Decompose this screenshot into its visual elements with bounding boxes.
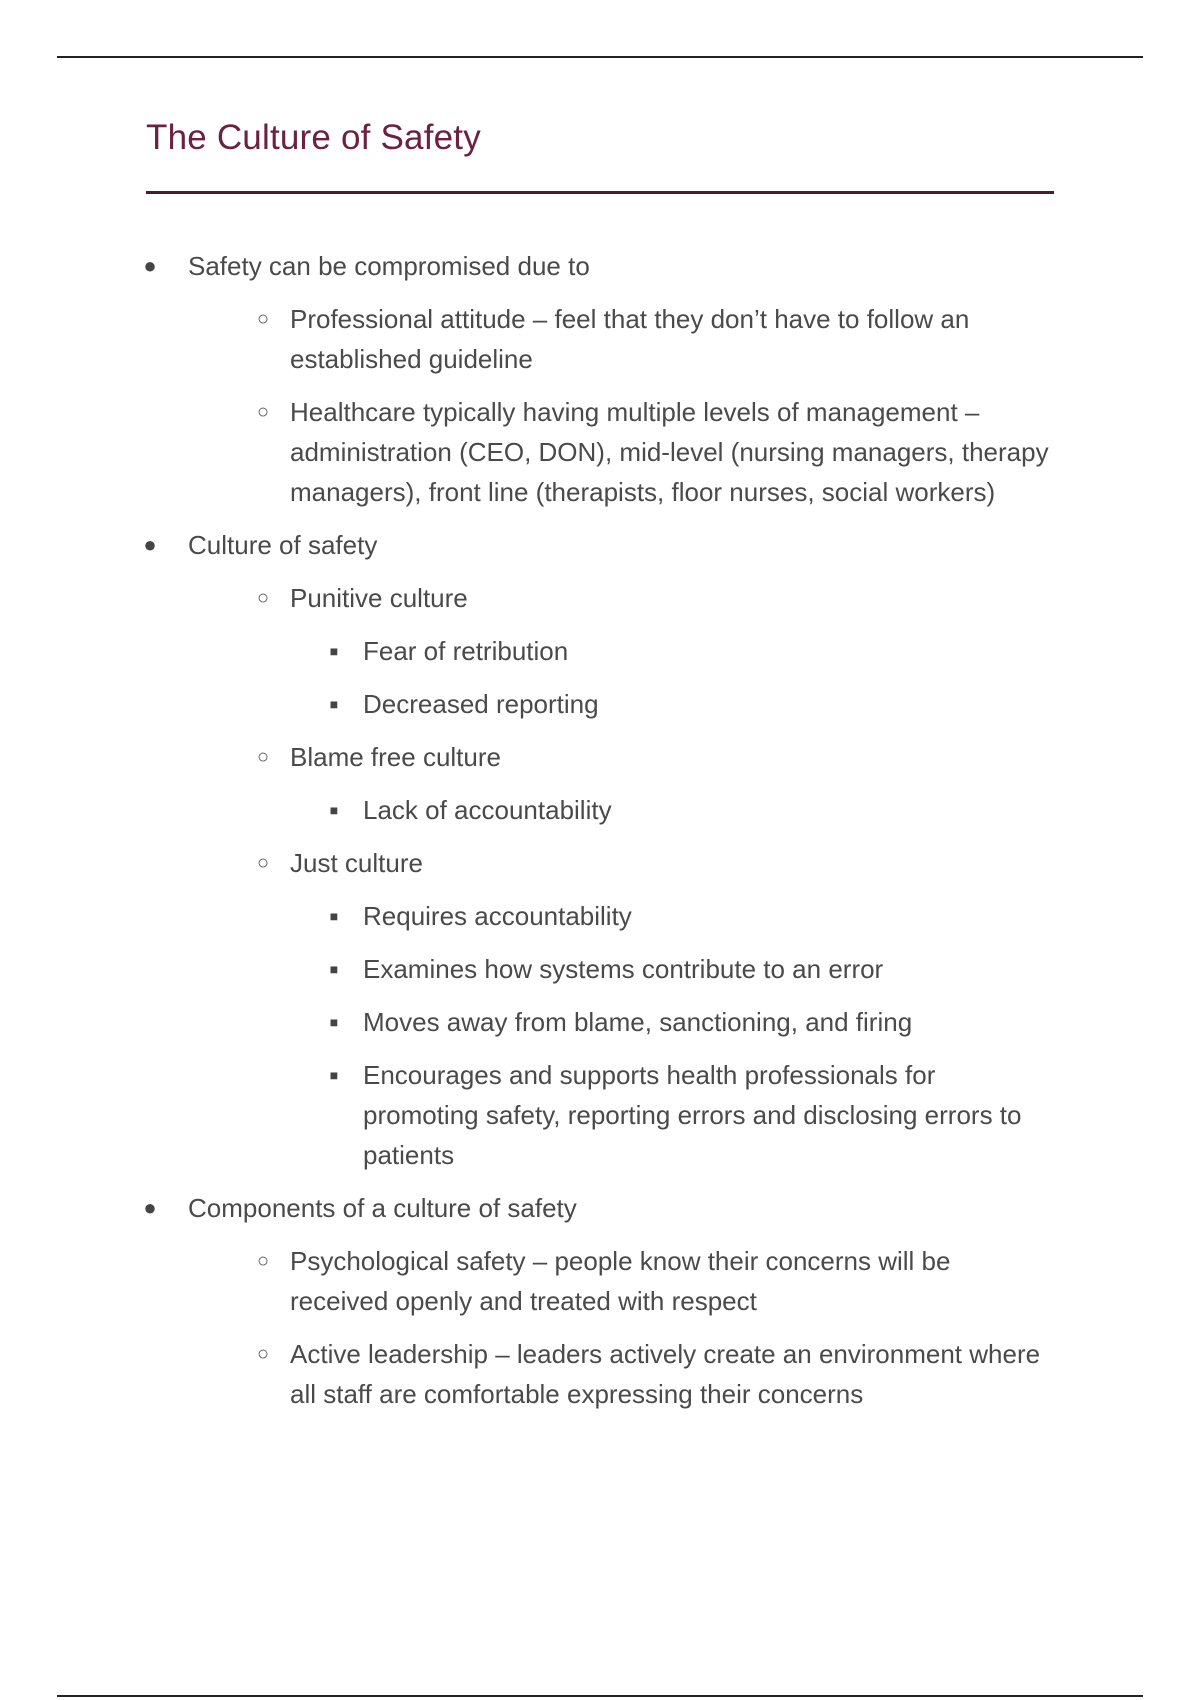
list-item (0, 631, 1200, 671)
list-item (0, 578, 1200, 618)
list-item (0, 1188, 1200, 1228)
square-bullet-icon: ■ (329, 696, 339, 712)
list-item (0, 684, 1200, 724)
list-item-text: Blame free culture (290, 742, 501, 772)
list-item (0, 1055, 1200, 1175)
list-item-text: Professional attitude – feel that they don’t have to follow an established guideline (290, 304, 970, 374)
list-item (0, 790, 1200, 830)
list-item-text: Punitive culture (290, 583, 468, 613)
list-item-text: Psychological safety – people know their concerns will be received openly and treated with respect (290, 1246, 951, 1316)
disc-bullet-icon: ● (143, 532, 157, 557)
square-bullet-icon: ■ (329, 643, 339, 659)
list-item-text: Active leadership – leaders actively create an environment where all staff are comfortable expressing their concerns (290, 1339, 1041, 1409)
list-item (0, 949, 1200, 989)
list-item (0, 843, 1200, 883)
page-footer-rule (57, 1695, 1143, 1697)
list-item-text: Encourages and supports health professionals for promoting safety, reporting errors and disclosing errors to patients (363, 1060, 1022, 1170)
list-item (0, 1241, 1200, 1321)
list-item-text: Healthcare typically having multiple levels of management – administration (CEO, DON), mid-level (nursing managers, therapy managers), front line (therapists, floor nurses, social workers) (290, 397, 1049, 507)
list-item-text: Components of a culture of safety (188, 1193, 577, 1223)
list-item (0, 392, 1200, 512)
list-item (0, 299, 1200, 379)
circle-bullet-icon: ○ (256, 401, 270, 423)
circle-bullet-icon: ○ (256, 1343, 270, 1365)
square-bullet-icon: ■ (329, 908, 339, 924)
list-item (0, 246, 1200, 286)
list-item (0, 1334, 1200, 1414)
disc-bullet-icon: ● (143, 1195, 157, 1220)
list-item-text: Decreased reporting (363, 689, 599, 719)
page-header-rule (57, 56, 1143, 58)
square-bullet-icon: ■ (329, 1014, 339, 1030)
list-item-text: Culture of safety (188, 530, 378, 560)
list-item-text: Just culture (290, 848, 423, 878)
title-underline (146, 191, 1054, 194)
list-item-text: Lack of accountability (363, 795, 612, 825)
list-item-text: Requires accountability (363, 901, 632, 931)
circle-bullet-icon: ○ (256, 587, 270, 609)
square-bullet-icon: ■ (329, 802, 339, 818)
bullet-outline (0, 246, 1200, 1414)
list-item (0, 525, 1200, 565)
list-item (0, 896, 1200, 936)
square-bullet-icon: ■ (329, 1067, 339, 1083)
circle-bullet-icon: ○ (256, 1250, 270, 1272)
page-title: The Culture of Safety (146, 118, 481, 157)
square-bullet-icon: ■ (329, 961, 339, 977)
list-item-text: Moves away from blame, sanctioning, and firing (363, 1007, 913, 1037)
list-item-text: Fear of retribution (363, 636, 569, 666)
list-item-text: Examines how systems contribute to an error (363, 954, 884, 984)
circle-bullet-icon: ○ (256, 746, 270, 768)
disc-bullet-icon: ● (143, 253, 157, 278)
list-item-text: Safety can be compromised due to (188, 251, 590, 281)
circle-bullet-icon: ○ (256, 852, 270, 874)
list-item (0, 1002, 1200, 1042)
circle-bullet-icon: ○ (256, 308, 270, 330)
list-item (0, 737, 1200, 777)
